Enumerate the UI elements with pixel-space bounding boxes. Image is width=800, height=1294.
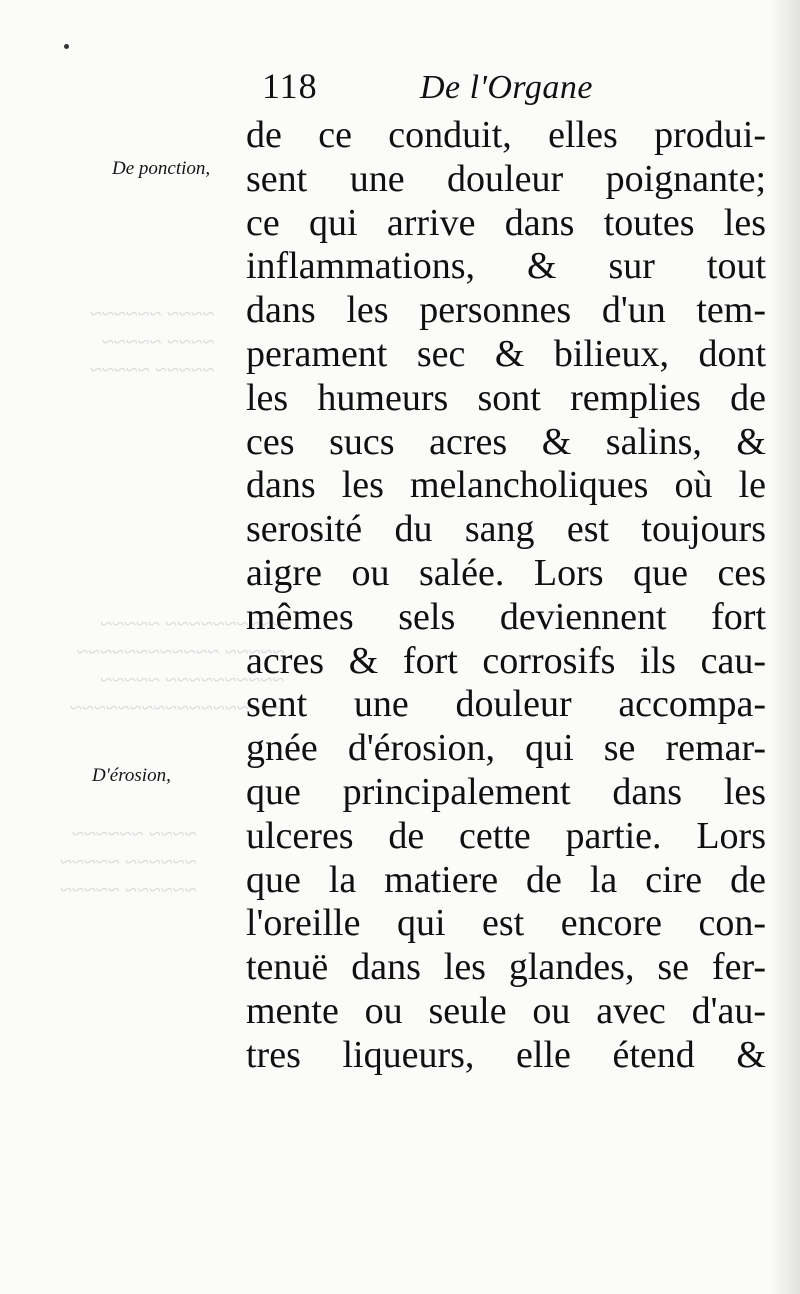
body-line: perament sec & bilieux, dont	[246, 332, 766, 375]
body-line: que la matiere de la cire de	[246, 858, 766, 901]
body-line: serosité du sang est toujours	[246, 508, 766, 551]
body-line: tenuë dans les glandes, se fer-	[246, 946, 766, 989]
body-line: mente ou seule ou avec d'au-	[246, 989, 766, 1032]
show-through-texture: ~~~~ ~~~~~~ ~~~~ ~~~~~ ~~~~~ ~~~~~	[90, 301, 215, 382]
body-line: mêmes sels deviennent fort	[246, 595, 766, 638]
page-header	[262, 64, 722, 114]
body-text	[246, 114, 766, 1078]
body-line: que principalement dans les	[246, 770, 766, 813]
page-number: 118	[262, 66, 318, 106]
body-line: les humeurs sont remplies de	[246, 376, 766, 419]
body-line: tres liqueurs, elle étend &	[246, 1033, 766, 1076]
show-through-texture: ~~~~~~~~~~ ~~~~~ ~~~~~ ~~~~~~~~~~~~ ~~~~~~~~~~ ~~~~~ ~~~~~~~~~~~~~~~~~~	[70, 611, 285, 720]
body-line: ulceres de cette partie. Lors	[246, 814, 766, 857]
margin-note-erosion: D'érosion,	[92, 765, 171, 786]
margin-note-ponction: De ponction,	[112, 158, 211, 179]
body-line: dans les personnes d'un tem-	[246, 289, 766, 332]
page-gutter-shadow	[770, 0, 800, 1294]
body-line: ce qui arrive dans toutes les	[246, 201, 766, 244]
body-line: acres & fort corrosifs ils cau-	[246, 639, 766, 682]
ink-speck	[64, 44, 69, 49]
body-line: l'oreille qui est encore con-	[246, 902, 766, 945]
running-head: De l'Organe	[420, 69, 593, 106]
body-line: gnée d'érosion, qui se remar-	[246, 727, 766, 770]
body-line: sent une douleur poignante;	[246, 157, 766, 200]
body-line: dans les melancholiques où le	[246, 464, 766, 507]
body-line: de ce conduit, elles produi-	[246, 114, 766, 156]
body-line: sent une douleur accompa-	[246, 683, 766, 726]
body-line: inflammations, & sur tout	[246, 245, 766, 288]
body-line: aigre ou salée. Lors que ces	[246, 551, 766, 594]
body-line: ces sucs acres & salins, &	[246, 420, 766, 463]
show-through-texture: ~~~~ ~~~~~~ ~~~~~~ ~~~~~ ~~~~~~ ~~~~~	[60, 821, 197, 902]
